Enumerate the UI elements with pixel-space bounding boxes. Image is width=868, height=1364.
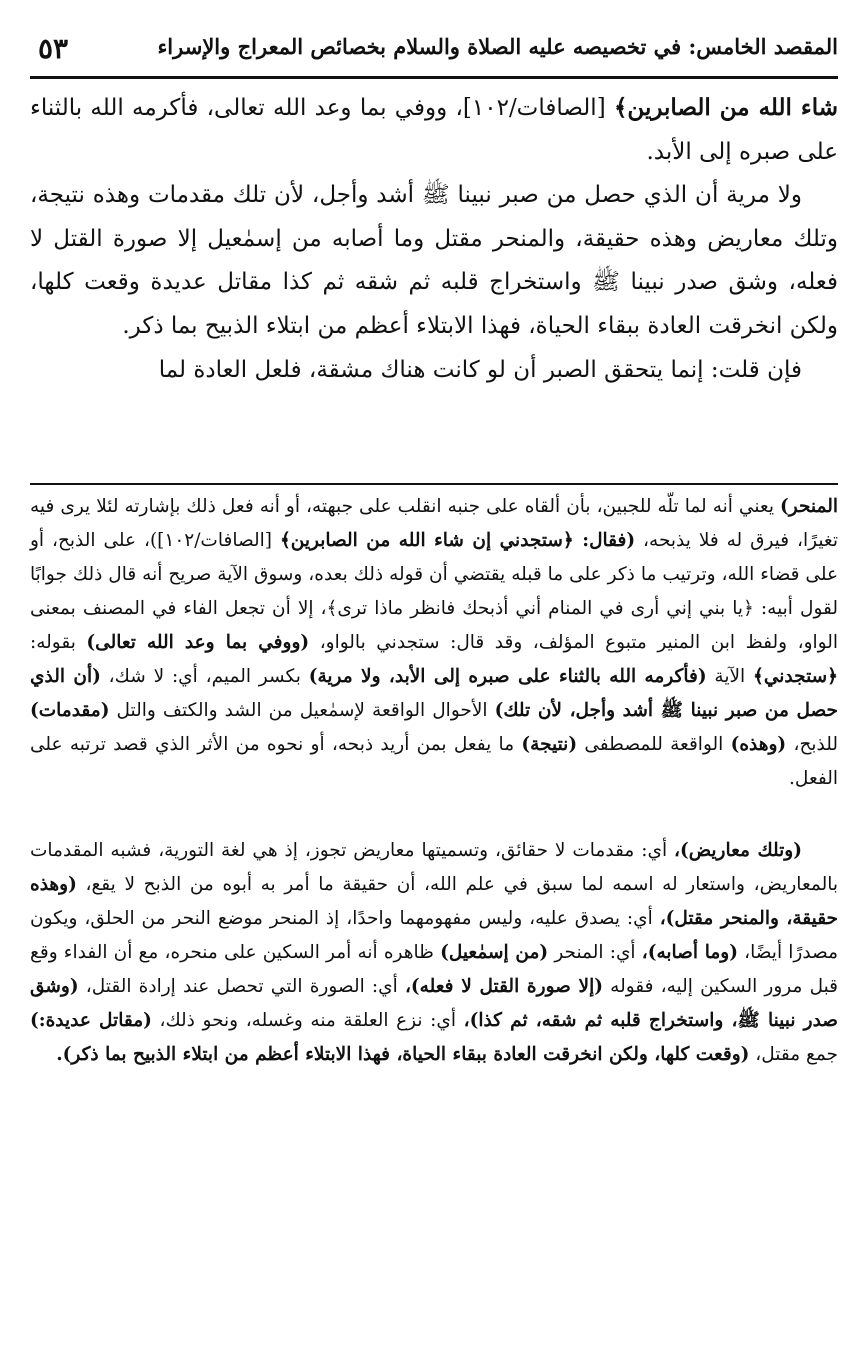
bold-lemma: (فأكرمه الله بالثناء على صبره إلى الأبد، ولا مرية) — [308, 666, 707, 687]
main-text — [30, 86, 838, 392]
commentary-run: جمع مقتل، — [749, 1044, 838, 1065]
commentary-run: [الصافات/١٠٢])، على الذبح، أو على قضاء الله، وترتيب ما ذكر على ما قبله يقتضي أن قوله ذلك بعده، وسوق الآية صريح أنه قال ذلك جوابًا لقول أبيه: ﴿يا بني إني أرى في المنام أني أذبحك فانظر ماذا ترى﴾، إلا أن تجعل الفاء في المصنف بمعنى الواو، ولفظ ابن المنير متبوع المؤلف، وقد قال: ستجدني بالواو، — [30, 530, 838, 653]
commentary-run: بقوله: — [30, 632, 87, 653]
page-header — [30, 28, 838, 74]
commentary-run: للذبح، — [786, 734, 839, 755]
commentary-run: أي: يصدق عليه، وليس مفهومهما واحدًا، إذ المنحر موضع النحر من الحلق، ويكون مصدرًا أيضًا، — [30, 908, 839, 963]
bold-lemma: (وهذه حقيقة، والمنحر مقتل)، — [30, 874, 838, 929]
quran-quote: شاء الله من الصابرين﴾ — [613, 94, 838, 121]
bold-lemma: (وتلك معاريض)، — [674, 840, 802, 861]
commentary-run: ما يفعل بمن أريد ذبحه، أو نحوه من الأثر الذي قصد ترتبه على الفعل. — [30, 734, 838, 789]
bold-lemma: (وهذه) — [730, 734, 787, 755]
bold-lemma: (مقدمات) — [30, 700, 110, 721]
commentary-run: أي: مقدمات لا حقائق، وتسميتها معاريض تجوز، إذ هي لغة التورية، فشبه المقدمات بالمعاريض، واستعار له اسمه لما سبق في علم الله، أن حقيقة ما أمر به أبوه من الذبح لا يقع، — [30, 840, 838, 895]
bold-lemma: (نتيجة) — [521, 734, 578, 755]
page-number: ٥٣ — [38, 32, 69, 65]
bold-lemma: (وقعت كلها، ولكن انخرقت العادة ببقاء الحياة، فهذا الابتلاء أعظم من ابتلاء الذبيح بما ذكر). — [56, 1044, 750, 1065]
commentary-run: ظاهره أنه أمر السكين على منحره، مع أن الفداء وقع قبل مرور السكين إليه، فقوله — [30, 942, 839, 997]
commentary-run: الأحوال الواقعة لإسمٰعيل من الشد والكتف والتل — [109, 700, 495, 721]
main-text-run: [الصافات/١٠٢]، ووفي بما وعد الله تعالى، فأكرمه الله بالثناء على صبره إلى الأبد. — [30, 95, 838, 165]
bold-lemma: (مقاتل عديدة:) — [30, 1010, 152, 1031]
bold-lemma: (وما أصابه)، — [641, 942, 738, 963]
footnote-separator — [30, 483, 838, 485]
commentary-run: الواقعة للمصطفى — [577, 734, 731, 755]
main-paragraph-2: ولا مرية أن الذي حصل من صبر نبينا ﷺ أشد وأجل، لأن تلك مقدمات وهذه نتيجة، وتلك معاريض وهذه حقيقة، والمنحر مقتل وما أصابه من إسمٰعيل إلا صورة القتل لا فعله، وشق صدر نبينا ﷺ واستخراج قلبه ثم شقه ثم كذا مقاتل عديدة وقعت كلها، ولكن انخرقت العادة ببقاء الحياة، فهذا الابتلاء أعظم من ابتلاء الذبيح بما ذكر. — [30, 182, 838, 339]
running-title: المقصد الخامس: في تخصيصه عليه الصلاة والسلام بخصائص المعراج والإسراء — [157, 34, 838, 59]
bold-lemma: المنحر) — [780, 496, 838, 517]
bold-lemma: (وشق صدر نبينا ﷺ، واستخراج قلبه ثم شقه، ثم كذا)، — [30, 976, 838, 1031]
commentary-run: يعني أنه لما تلّه للجبين، بأن ألقاه على جنبه انقلب على جبهته، أو أنه فعل ذلك بإشارته لئلا يرى فيه تغيرًا، فيرق له فلا يذبحه، — [30, 496, 838, 551]
commentary-paragraph-1 — [30, 490, 838, 796]
bold-lemma: (أن الذي حصل من صبر نبينا ﷺ أشد وأجل، لأن تلك) — [30, 666, 838, 721]
bold-lemma: (ووفي بما وعد الله تعالى) — [86, 632, 310, 653]
bold-lemma: (فقال: ﴿ستجدني إن شاء الله من الصابرين﴾ — [279, 530, 636, 551]
commentary-run: أي: الصورة التي تحصل عند إرادة القتل، — [78, 976, 405, 997]
commentary-run: الآية — [706, 666, 754, 687]
main-paragraph-3: فإن قلت: إنما يتحقق الصبر أن لو كانت هناك مشقة، فلعل العادة لما — [158, 356, 802, 383]
header-rule — [30, 76, 838, 79]
commentary-paragraph-2 — [30, 834, 838, 1072]
bold-lemma: ﴿ستجدني﴾ — [753, 666, 838, 687]
commentary-run: أي: نزع العلقة منه وغسله، ونحو ذلك، — [151, 1010, 464, 1031]
bold-lemma: (إلا صورة القتل لا فعله)، — [404, 976, 604, 997]
commentary — [30, 490, 838, 1072]
commentary-run: بكسر الميم، أي: لا شك، — [100, 666, 309, 687]
bold-lemma: (من إسمٰعيل) — [440, 942, 549, 963]
commentary-run: أي: المنحر — [548, 942, 642, 963]
main-paragraph-1 — [30, 86, 838, 174]
